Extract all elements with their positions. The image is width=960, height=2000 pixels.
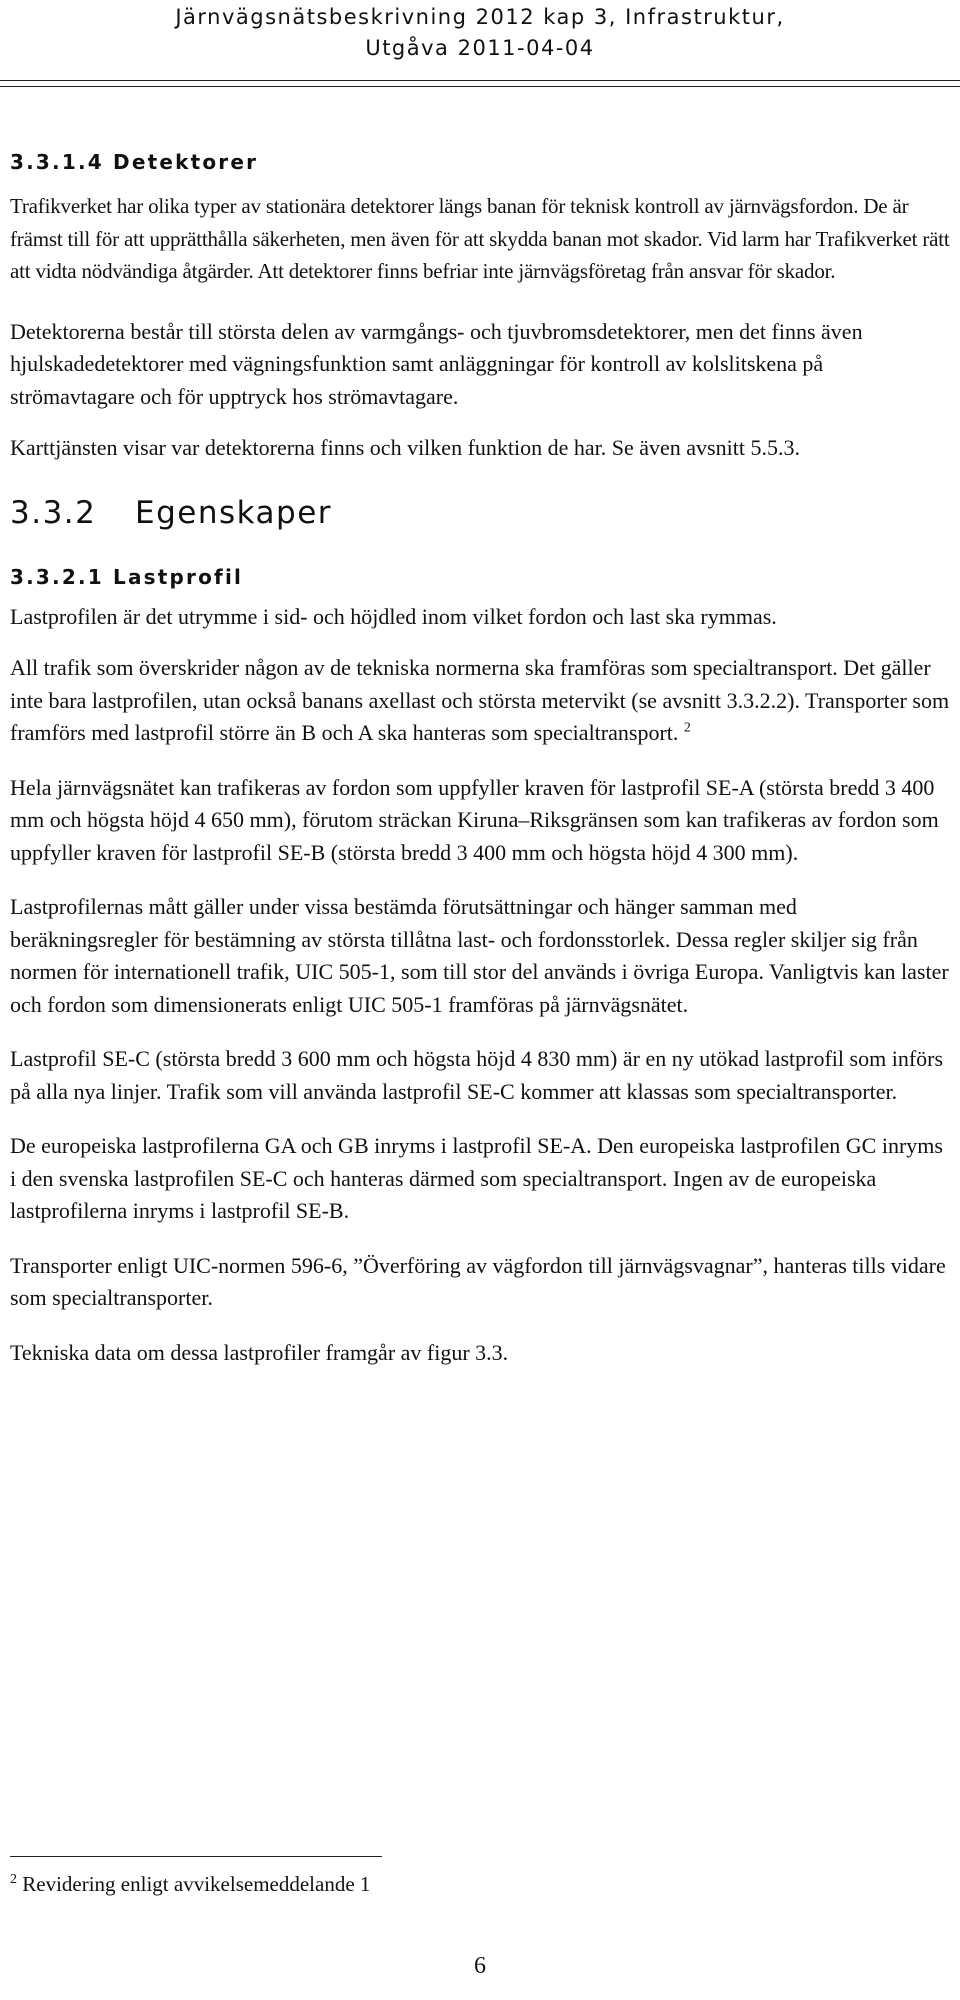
running-header [0, 2, 960, 64]
paragraph-uic-596-6: Transporter enligt UIC-normen 596-6, ”Överföring av vägfordon till järnvägsvagnar”, hanteras tills vidare som specialtransporter. [10, 1252, 946, 1310]
footnote-separator [10, 1856, 382, 1857]
paragraph-matt: Lastprofilernas mått gäller under vissa bestämda förutsättningar och hänger samman med beräkningsregler för bestämning av största tillåtna last- och fordonsstorlek. Dessa regler skiljer sig från normen för internationell trafik, UIC 505-1, som till stor del används i övriga Europa. Vanligtvis kan laster och fordon som dimensionerats enligt UIC 505-1 framföras på järnvägsnätet. [10, 894, 949, 1017]
header-rule-top [0, 80, 960, 81]
paragraph-tekniska-data: Tekniska data om dessa lastprofiler framgår av figur 3.3. [10, 1339, 509, 1365]
paragraph-karttjansten: Karttjänsten visar var detektorerna finns och vilken funktion de har. Se även avsnitt 5.5.3. [10, 435, 800, 460]
page-number: 6 [474, 1953, 486, 1979]
header-rule-bottom [0, 86, 960, 87]
footnote-text: Revidering enligt avvikelsemeddelande 1 [22, 1872, 371, 1896]
heading-3-3-1-4: 3.3.1.4 Detektorer [10, 150, 259, 174]
section-title: Egenskaper [135, 494, 333, 531]
paragraph-specialtransport [10, 652, 950, 750]
heading-3-3-2-1: 3.3.2.1 Lastprofil [10, 564, 244, 589]
paragraph-europeiska: De europeiska lastprofilerna GA och GB inryms i lastprofil SE-A. Den europeiska lastprofilen GC inryms i den svenska lastprofilen SE-C och hanteras därmed som specialtransport. Ingen av de europeiska lastprofilerna inryms i lastprofil SE-B. [10, 1133, 943, 1223]
paragraph-detektorer-intro: Trafikverket har olika typer av stationära detektorer längs banan för teknisk kontroll av järnvägsfordon. De är främst till för att upprätthålla säkerheten, men även för att skydda banan mot skador. Vid larm har Trafikverket rätt att vidta nödvändiga åtgärder. Att detektorer finns befriar inte järnvägsföretag från ansvar för skador. [10, 194, 950, 283]
heading-3-3-2 [10, 495, 950, 531]
paragraph-lastprofil-def: Lastprofilen är det utrymme i sid- och höjdled inom vilket fordon och last ska rymmas. [10, 603, 777, 629]
running-header-title: Järnvägsnätsbeskrivning 2012 kap 3, Infrastruktur, [175, 5, 785, 29]
footnote [10, 1872, 370, 1897]
footnote-reference: 2 [683, 720, 691, 736]
section-number: 3.3.2 [10, 494, 97, 531]
running-header-edition: Utgåva 2011-04-04 [365, 36, 595, 60]
paragraph-se-c: Lastprofil SE-C (största bredd 3 600 mm och högsta höjd 4 830 mm) är en ny utökad lastprofil som införs på alla nya linjer. Trafik som vill använda lastprofil SE-C kommer att klassas som specialtransporter. [10, 1046, 944, 1104]
paragraph-detektorer-types: Detektorerna består till största delen av varmgångs- och tjuvbromsdetektorer, men det finns även hjulskadedetektorer med vägningsfunktion samt anläggningar för kontroll av kolslitskena på strömavtagare och för upptryck hos strömavtagare. [10, 318, 863, 409]
paragraph-jarnvagsnatet: Hela järnvägsnätet kan trafikeras av fordon som uppfyller kraven för lastprofil SE-A (största bredd 3 400 mm och högsta höjd 4 650 mm), förutom sträckan Kiruna–Riksgränsen som kan trafikeras av fordon som uppfyller kraven för lastprofil SE-B (största bredd 3 400 mm och högsta höjd 4 300 mm). [10, 774, 939, 865]
footnote-marker: 2 [10, 1872, 17, 1887]
page-body [10, 150, 950, 1369]
paragraph-specialtransport-text: All trafik som överskrider någon av de tekniska normerna ska framföras som specialtransport. Det gäller inte bara lastprofilen, utan också banans axellast och största metervikt (se avsnitt 3.3.2.2). Transporter som framförs med lastprofil större än B och A ska hanteras som specialtransport. [10, 655, 950, 745]
